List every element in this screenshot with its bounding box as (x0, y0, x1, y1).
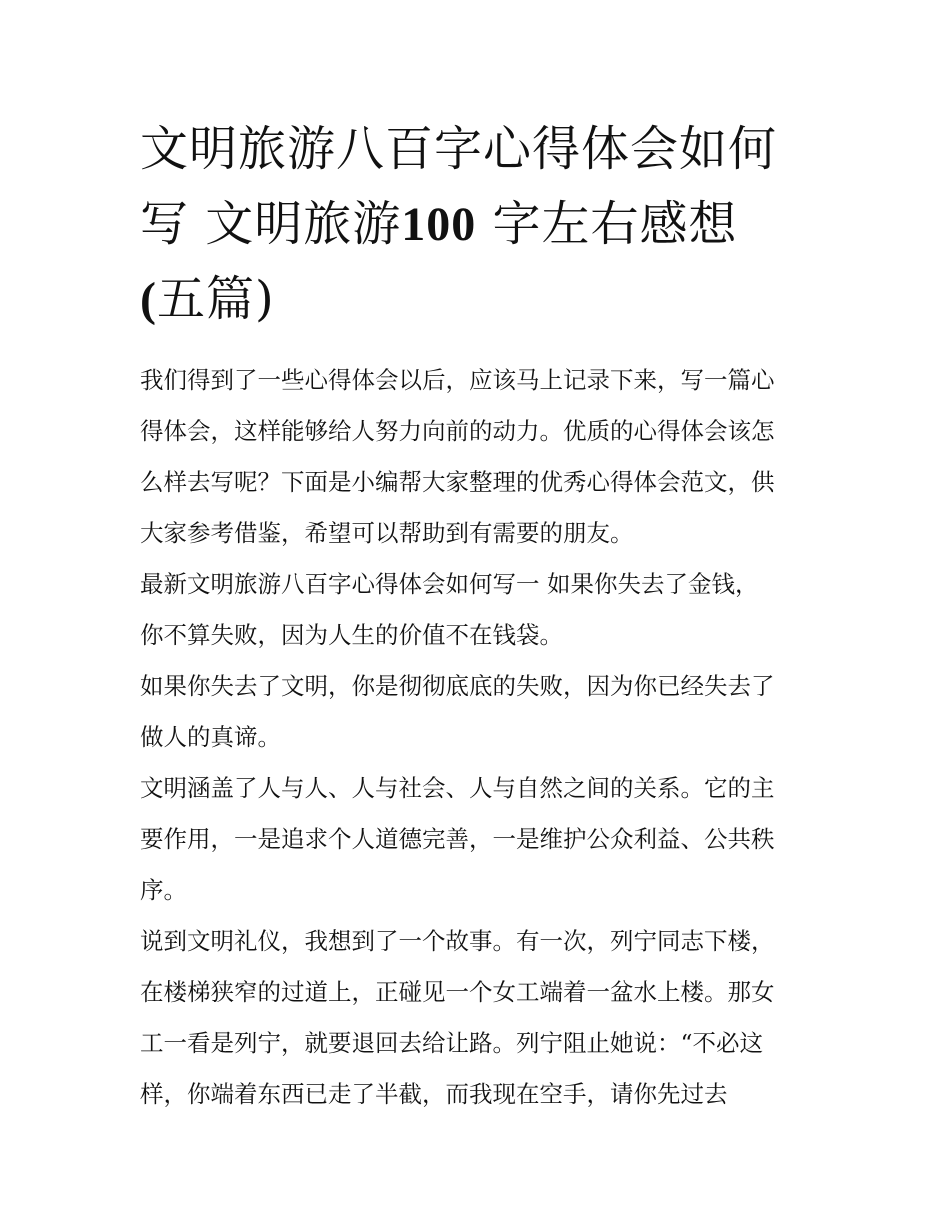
paragraph-line: 大家参考借鉴，希望可以帮助到有需要的朋友。 (140, 519, 634, 547)
paragraph-line: 文明涵盖了人与人、人与社会、人与自然之间的关系。它的主 (140, 774, 775, 802)
paragraph-line: 么样去写呢？下面是小编帮大家整理的优秀心得体会范文，供 (140, 468, 775, 496)
title-text: 写 文明旅游 (140, 196, 402, 252)
title-text-bold: ( (140, 273, 157, 326)
paragraph-line: 你不算失败，因为人生的价值不在钱袋。 (140, 621, 563, 649)
paragraph-intro (140, 355, 815, 559)
paragraph-line: 我们得到了一些心得体会以后，应该马上记录下来，写一篇心 (140, 366, 775, 394)
paragraph-line: 最新文明旅游八百字心得体会如何写一 如果你失去了金钱， (140, 570, 759, 598)
paragraph-line: 如果你失去了文明，你是彻彻底底的失败，因为你已经失去了 (140, 672, 775, 700)
paragraph-line: 要作用，一是追求个人道德完善，一是维护公众利益、公共秩 (140, 825, 775, 853)
title-line-1 (140, 112, 815, 187)
paragraph-lenin-story (140, 916, 815, 1120)
paragraph-line: 工一看是列宁，就要退回去给让路。列宁阻止她说：“不必这 (140, 1029, 764, 1057)
document-body (140, 355, 815, 1120)
title-line-3 (140, 262, 815, 337)
document-title (140, 112, 815, 337)
paragraph-line: 在楼梯狭窄的过道上，正碰见一个女工端着一盆水上楼。那女 (140, 978, 775, 1006)
paragraph-section-one (140, 559, 815, 661)
paragraph-line: 做人的真谛。 (140, 723, 281, 751)
title-text: 字左右感想 (476, 196, 738, 252)
title-text: 五篇) (156, 271, 275, 327)
paragraph-civility-scope (140, 763, 815, 916)
title-text-bold: 100 (401, 198, 477, 251)
paragraph-line: 序。 (140, 876, 187, 904)
title-text: 文明旅游八百字心得体会如何 (140, 121, 778, 177)
paragraph-civility-loss (140, 661, 815, 763)
paragraph-line: 得体会，这样能够给人努力向前的动力。优质的心得体会该怎 (140, 417, 775, 445)
paragraph-line: 说到文明礼仪，我想到了一个故事。有一次，列宁同志下楼， (140, 927, 775, 955)
document-content (140, 112, 815, 1120)
title-line-2 (140, 187, 815, 262)
paragraph-line: 样，你端着东西已走了半截，而我现在空手，请你先过去 (140, 1080, 728, 1108)
